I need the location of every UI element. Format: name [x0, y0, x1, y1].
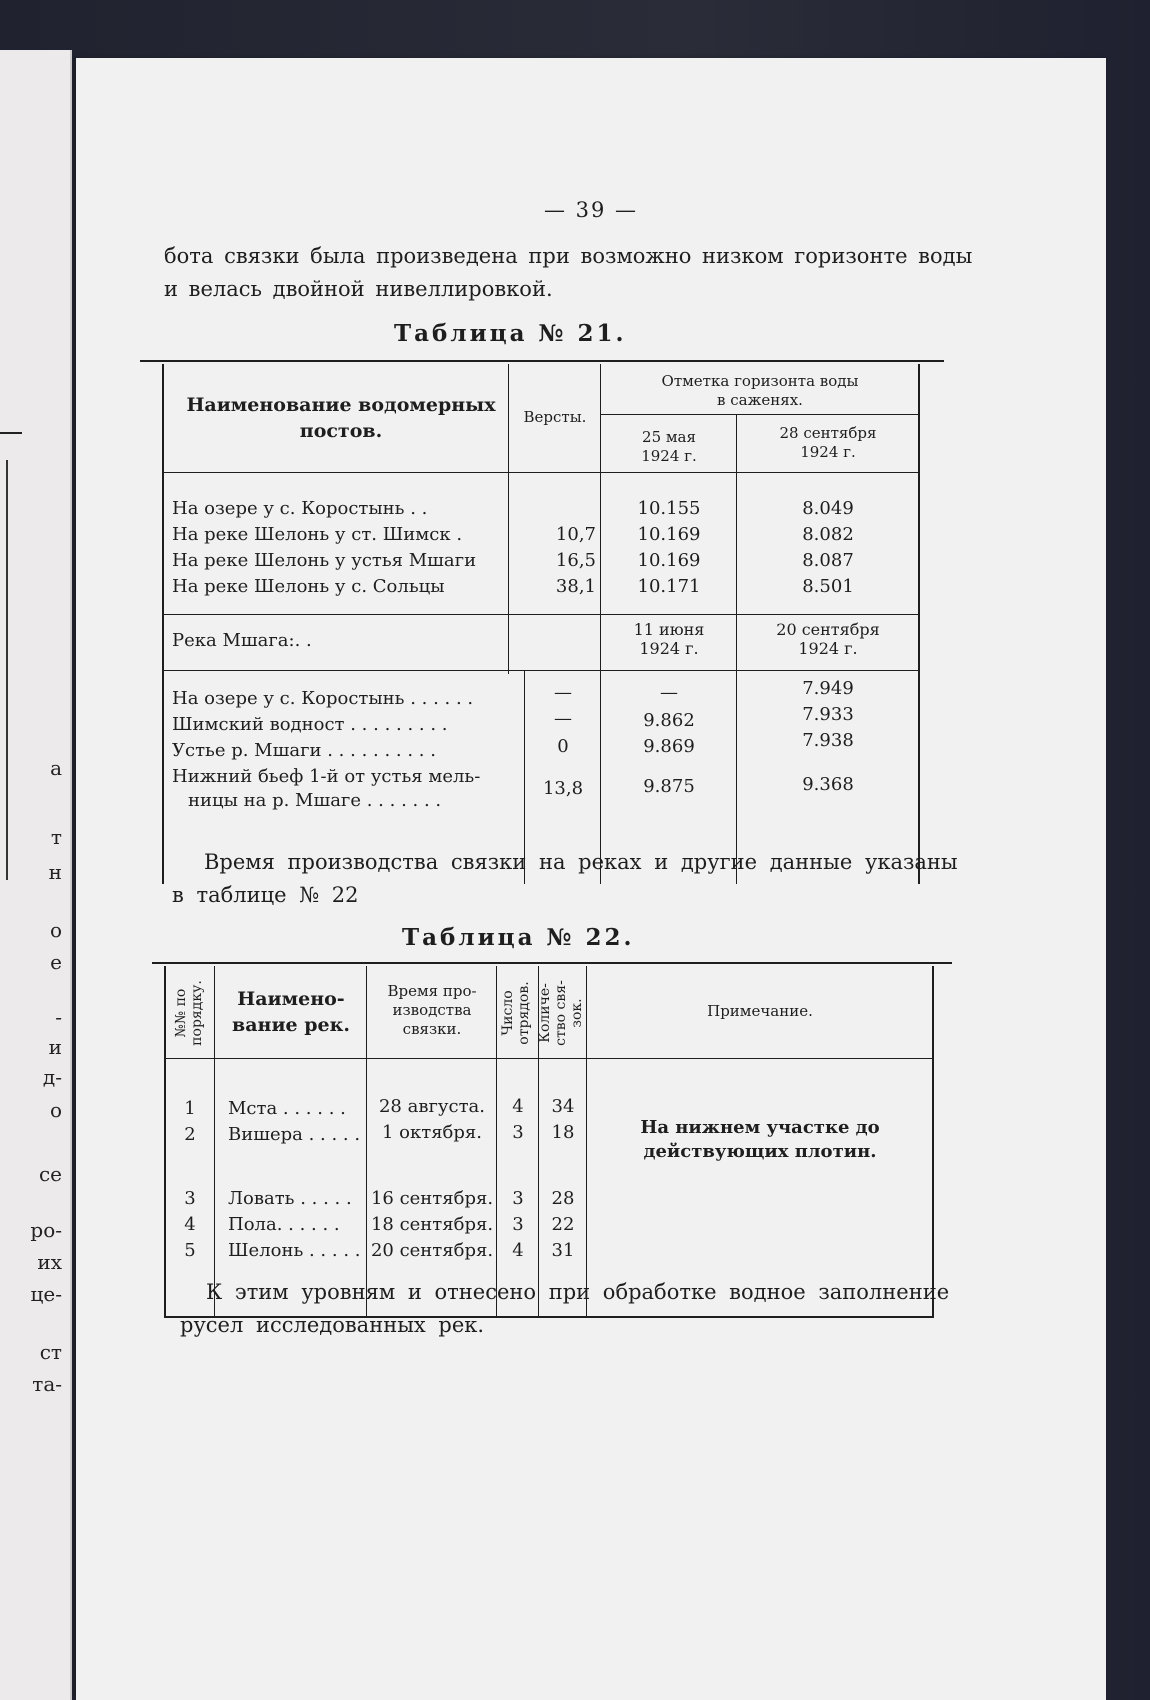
table-21-col-line	[508, 364, 509, 674]
t22-row-name: Вишера . . . . .	[228, 1124, 361, 1145]
t22-row-parties: 4	[512, 1096, 524, 1117]
table-21-subheader-line	[600, 414, 918, 415]
t21-row-name: На реке Шелонь у устья Мшаги	[172, 550, 477, 571]
t21-row-name: На реке Шелонь у с. Сольцы	[172, 576, 445, 597]
t21-header-mark-1: Отметка горизонта воды	[661, 372, 859, 390]
t21-section2-date-2	[738, 620, 918, 658]
t22-row-note	[588, 1116, 932, 1164]
t22-row-note-2: действующих плотин.	[643, 1141, 877, 1162]
left-fragment: та-	[32, 1372, 62, 1396]
t21-row-v1: 10.171	[637, 576, 701, 597]
t21-header-name-2: постов.	[299, 420, 383, 442]
t22-row-date: 18 сентября.	[370, 1214, 494, 1235]
t22-row-name: Шелонь . . . . .	[228, 1240, 361, 1261]
left-fragment: ст	[39, 1340, 62, 1364]
t21-row-v2: 8.049	[802, 498, 854, 519]
t21-s2-date-1a: 11 июня	[633, 620, 705, 639]
t21-row2-v2: 9.368	[802, 774, 854, 795]
t22-row-num: 4	[184, 1214, 196, 1235]
outro-line-1: К этим уровням и отнесено при обработке водное заполнение	[206, 1280, 950, 1304]
between-line-1: Время производства связки на реках и другие данные указаны	[204, 850, 958, 874]
t22-header-name-2: вание рек.	[232, 1014, 350, 1036]
t21-row2-v2: 7.938	[802, 730, 854, 751]
t22-header-links-3: зок.	[569, 998, 585, 1028]
t22-header-num	[173, 963, 207, 1063]
t21-row2-versts: 13,8	[542, 778, 584, 799]
outro-line-2: русел исследованных рек.	[180, 1313, 485, 1337]
t21-s2-date-1b: 1924 г.	[639, 639, 699, 658]
t22-row-name: Ловать . . . . .	[228, 1188, 352, 1209]
t21-row2-versts: 0	[557, 736, 569, 757]
t21-row2-name: Шимский водност . . . . . . . . .	[172, 714, 448, 735]
t22-row-parties: 3	[512, 1122, 524, 1143]
t22-header-time-2: изводства	[392, 1001, 472, 1019]
left-fragment: а	[50, 756, 62, 780]
t21-row-name: На озере у с. Коростынь . .	[172, 498, 428, 519]
t21-row-v1: 10.169	[637, 550, 701, 571]
t21-row-v2: 8.082	[802, 524, 854, 545]
t22-header-name-1: Наимено-	[237, 988, 345, 1010]
t22-row-links: 31	[551, 1240, 575, 1261]
t22-row-num: 5	[184, 1240, 196, 1261]
t21-s2-date-2a: 20 сентября	[776, 620, 880, 639]
t22-row-date: 16 сентября.	[370, 1188, 494, 1209]
t21-header-mark	[602, 372, 918, 410]
t21-date-1a: 25 мая	[642, 428, 696, 446]
t21-header-versts: Версты.	[523, 408, 587, 426]
t22-header-time	[368, 982, 496, 1039]
t22-row-num: 1	[184, 1098, 196, 1119]
t22-header-note: Примечание.	[707, 1002, 813, 1020]
table-22-col-line	[366, 966, 367, 1318]
left-fragment: о	[49, 1098, 62, 1122]
t22-header-parties	[500, 963, 534, 1063]
t22-row-parties: 4	[512, 1240, 524, 1261]
table-22-caption: Таблица № 22.	[402, 924, 635, 951]
left-table-line	[6, 460, 8, 880]
left-fragment: -	[55, 1005, 62, 1029]
t22-row-name: Мста . . . . . .	[228, 1098, 346, 1119]
t22-header-time-3: связки.	[402, 1020, 462, 1038]
outro-paragraph	[180, 1276, 949, 1342]
t21-row2-v2: 7.949	[802, 678, 854, 699]
table-21-left-border	[162, 364, 164, 884]
t22-row-parties: 3	[512, 1188, 524, 1209]
t22-row-num: 2	[184, 1124, 196, 1145]
t21-date-1b: 1924 г.	[641, 447, 697, 465]
t22-header-num-1: №№ по	[173, 988, 189, 1038]
t21-section2-label: Река Мшага:. .	[172, 630, 312, 651]
t22-header-links-2: ство свя-	[553, 980, 569, 1046]
left-fragment: т	[50, 825, 62, 849]
t22-row-links: 28	[551, 1188, 575, 1209]
t22-header-parties-2: отрядов.	[516, 981, 532, 1045]
t21-row-v2: 8.087	[802, 550, 854, 571]
table-21-col-line	[736, 414, 737, 884]
t21-row2-name: На озере у с. Коростынь . . . . . .	[172, 688, 474, 709]
t22-row-date: 28 августа.	[378, 1096, 485, 1117]
t21-row2-v1: 9.875	[643, 776, 695, 797]
document-page	[76, 58, 1106, 1700]
t21-date-2b: 1924 г.	[800, 443, 856, 461]
left-fragment: их	[37, 1250, 62, 1274]
left-fragment: д-	[42, 1065, 62, 1089]
t22-row-name: Пола. . . . . .	[228, 1214, 340, 1235]
intro-paragraph	[164, 240, 972, 306]
intro-line-1: бота связки была произведена при возможно низком горизонте воды	[164, 244, 973, 268]
t21-s2-date-2b: 1924 г.	[798, 639, 858, 658]
previous-page-edge	[0, 50, 72, 1700]
t21-row-v1: 10.155	[637, 498, 701, 519]
t21-row2-v2: 7.933	[802, 704, 854, 725]
left-fragment: н	[48, 860, 62, 884]
t21-date-2a: 28 сентября	[779, 424, 877, 442]
t21-row-v2: 8.501	[802, 576, 854, 597]
left-fragment: ро-	[30, 1218, 62, 1242]
t21-row2-versts: —	[554, 708, 572, 729]
t22-row-parties: 3	[512, 1214, 524, 1235]
t21-header-date-2	[738, 424, 918, 462]
table-21-section-line	[162, 670, 918, 671]
t22-row-num: 3	[184, 1188, 196, 1209]
t22-header-links	[537, 963, 587, 1063]
left-table-rule	[0, 432, 22, 434]
t21-row2-name-cont: ницы на р. Мшаге . . . . . . .	[188, 790, 442, 811]
left-fragment: се	[38, 1162, 62, 1186]
t21-row-versts: 16,5	[555, 550, 596, 571]
t22-row-links: 22	[551, 1214, 575, 1235]
t21-section2-date-1	[602, 620, 736, 658]
t21-header-mark-2: в саженях.	[717, 391, 803, 409]
t22-header-num-2: порядку.	[189, 980, 205, 1046]
intro-line-2: и велась двойной нивеллировкой.	[164, 277, 553, 301]
t21-header-date-1	[602, 428, 736, 466]
table-21-col-line	[600, 364, 601, 884]
page-number: — 39 —	[543, 198, 639, 222]
t22-header-parties-1: Число	[500, 990, 516, 1036]
left-fragment: и	[48, 1035, 62, 1059]
t21-row2-v1: —	[660, 682, 678, 703]
t22-row-links: 18	[551, 1122, 575, 1143]
table-21-caption: Таблица № 21.	[394, 320, 627, 347]
t22-row-note-1: На нижнем участке до	[640, 1117, 880, 1138]
t22-header-name	[216, 986, 366, 1038]
table-22-col-line	[496, 966, 497, 1318]
t21-row-versts: 38,1	[555, 576, 596, 597]
left-fragment: е	[50, 950, 62, 974]
t21-row2-v1: 9.869	[643, 736, 695, 757]
t21-row2-name: Устье р. Мшаги . . . . . . . . . .	[172, 740, 436, 761]
t21-row-versts: 10,7	[555, 524, 596, 545]
t22-row-date: 20 сентября.	[370, 1240, 494, 1261]
t22-header-links-1: Количе-	[537, 983, 553, 1043]
between-paragraph	[172, 846, 958, 912]
table-21-header-line	[162, 472, 918, 473]
left-fragment: це-	[30, 1282, 62, 1306]
t21-row2-versts: —	[554, 682, 572, 703]
table-22-right-border	[932, 966, 934, 1318]
t21-row-name: На реке Шелонь у ст. Шимск .	[172, 524, 463, 545]
t21-row2-name: Нижний бьеф 1-й от устья мель-	[172, 766, 481, 787]
t22-header-time-1: Время про-	[387, 982, 477, 1000]
table-21-top-rule	[140, 360, 944, 362]
table-22-col-line	[214, 966, 215, 1318]
t22-row-date: 1 октября.	[381, 1122, 482, 1143]
table-21-section-line	[162, 614, 918, 615]
t21-row2-v1: 9.862	[643, 710, 695, 731]
t21-header-name-1: Наименование водомерных	[186, 394, 496, 416]
left-fragment: о	[49, 918, 62, 942]
table-21-right-border	[918, 364, 920, 884]
t21-header-name	[176, 392, 506, 444]
between-line-2: в таблице № 22	[172, 883, 359, 907]
t22-row-links: 34	[551, 1096, 575, 1117]
t21-row-v1: 10.169	[637, 524, 701, 545]
